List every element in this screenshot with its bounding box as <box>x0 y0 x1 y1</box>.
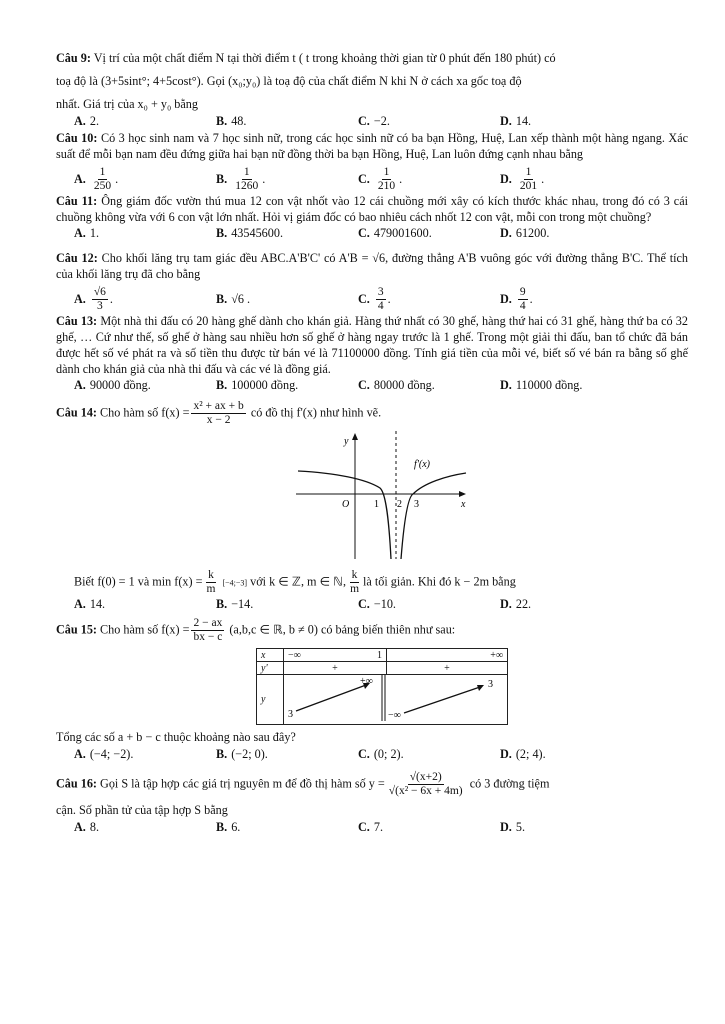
option-d[interactable]: D. $\frac{9}{4}$ . <box>500 286 533 312</box>
svg-text:3: 3 <box>488 679 493 690</box>
option-c[interactable]: C. 7. <box>358 820 383 834</box>
option-c[interactable]: C. 80000 đồng. <box>358 378 435 392</box>
question-label: Câu 13: <box>56 314 98 328</box>
curve-right-branch <box>401 473 466 559</box>
option-b[interactable]: B. −14. <box>216 597 254 611</box>
question-text: Ông giám đốc vườn thú mua 12 con vật nhốt vào 12 cái chuồng mới xây có kích thước khác nhau, trong đó có 3 cái chuồng không vừa với 6 con vật lớn nhất. Hỏi vị giám đốc có bao nhiêu cách nhốt 12 con vật, mỗi con trong một chuồng? <box>56 194 689 224</box>
option-b[interactable]: B. √6 . <box>216 292 251 306</box>
question-label: Câu 12: <box>56 251 98 265</box>
option-a[interactable]: A. 90000 đồng. <box>74 378 151 392</box>
option-a[interactable]: A. $\frac{1}{250}$ . <box>74 166 119 192</box>
question-label: Câu 16: <box>56 776 97 791</box>
question-text: nhất. Giá trị của x₀ + y₀ bằng <box>56 97 198 111</box>
question-text: Một nhà thi đấu có 20 hàng ghế dành cho khán giả. Hàng thứ nhất có 30 ghế, hàng thứ hai có 31 ghế, hàng thứ ba có 32 ghế, … Cứ như thế, số ghế ở hàng sau nhiều hơn số ghế ở hàng ngay trước là 1 ghế. Trong một giải thi đấu, ban tổ chức đã bán được hết số vé phát ra và số tiền thu được từ bán vé là 71100000 đồng. Tính giá tiền của mỗi vé, biết số vé bán ra bằng số ghế dành cho khán giả của nhà thi đấu và các vé là đồng giá. <box>56 314 688 376</box>
option-c[interactable]: C. 479001600. <box>358 226 432 240</box>
option-b[interactable]: B. 43545600. <box>216 226 283 240</box>
option-c[interactable]: C. $\frac{1}{210}$ . <box>358 166 403 192</box>
option-d[interactable]: D. 5. <box>500 820 525 834</box>
question-11 <box>56 193 688 242</box>
x-label: x <box>461 499 466 510</box>
option-b[interactable]: B. 48. <box>216 114 247 128</box>
svg-text:+∞: +∞ <box>360 676 373 687</box>
question-label: Câu 10: <box>56 131 98 145</box>
curve-label: f'(x) <box>414 459 431 470</box>
option-c[interactable]: C. −2. <box>358 114 390 128</box>
question-text: Vị trí của một chất điểm N tại thời điểm t ( t trong khoảng thời gian từ 0 phút đến 180 phút) có <box>93 51 556 65</box>
option-d[interactable]: D. $\frac{1}{201}$ . <box>500 166 545 192</box>
question-9 <box>56 50 688 130</box>
question-16: Câu 16: Gọi S là tập hợp các giá trị nguyên m để đồ thị hàm số y = $\frac{√(x+2)}{\text{√(x² − 6x + 4m)}}$ có 3 đường tiệm cận. Số phần tử của tập hợp S bằng A. 8. B. 6. C. 7. D. 5. <box>56 771 688 836</box>
question-15: Câu 15: Cho hàm số f(x) = $\frac{2 - ax}{bx - c}$ (a,b,c ∈ ℝ, b ≠ 0) có bảng biến thiên như sau: x −∞ 1 +∞ y' + + y 3 +∞ −∞ 3 Tổng các số a + b − c thuộc khoảng nào sau đây? A. (−4; −2). B. (−2; 0). C. (0; 2). D. (2; 4). <box>56 617 688 763</box>
question-12 <box>56 250 688 313</box>
origin-label: O <box>342 499 350 510</box>
question-text: cận. Số phần tử của tập hợp S bằng <box>56 803 228 817</box>
option-d[interactable]: D. (2; 4). <box>500 747 546 761</box>
option-a[interactable]: A. 1. <box>74 226 99 240</box>
option-b[interactable]: B. $\frac{1}{1260}$ . <box>216 166 266 192</box>
option-d[interactable]: D. 110000 đồng. <box>500 378 583 392</box>
option-a[interactable]: A. (−4; −2). <box>74 747 134 761</box>
option-c[interactable]: C. −10. <box>358 597 396 611</box>
derivative-graph <box>296 431 471 559</box>
option-b[interactable]: B. (−2; 0). <box>216 747 268 761</box>
svg-text:−∞: −∞ <box>388 710 401 721</box>
question-label: Câu 14: <box>56 405 97 420</box>
option-c[interactable]: C. $\frac{3}{4}$ . <box>358 286 391 312</box>
x-axis-arrow <box>459 491 466 497</box>
question-10 <box>56 130 688 193</box>
question-label: Câu 9: <box>56 51 91 65</box>
min-interval: [−4;−3] <box>222 578 248 588</box>
variation-table: x −∞ 1 +∞ y' + + y 3 +∞ −∞ 3 <box>256 648 508 725</box>
question-14: Câu 14: Cho hàm số f(x) = $\frac{\text{x² + ax + b}}{x - 2}$ có đồ thị f'(x) như hình vẽ. y x O 1 2 3 f'(x) Biết f(0) = 1 và min f(x) = $\frac{k}{m}$ [−4;−3] với k ∈ ℤ, m ∈ ℕ, $\frac{k}{m}$ là tối giản. Khi đó k − 2m bằng A. 14. B. −14. C. −10. D. 22. <box>56 400 688 613</box>
question-text: Có 3 học sinh nam và 7 học sinh nữ, trong các học sinh nữ có ba bạn Hồng, Huệ, Lan xếp thành một hàng ngang. Xác suất để mỗi bạn nam đều đứng giữa hai bạn nữ đồng thời ba bạn Hồng, Huệ, Lan luôn đứng cạnh nhau bằng <box>56 131 689 161</box>
tick-1: 1 <box>374 499 379 510</box>
option-c[interactable]: C. (0; 2). <box>358 747 404 761</box>
exam-page <box>56 50 688 836</box>
question-label: Câu 11: <box>56 194 98 208</box>
question-text: Cho khối lăng trụ tam giác đều ABC.A'B'C' có A'B = √6, đường thẳng A'B vuông góc với đường thẳng B'C. Thể tích của khối lăng trụ đã cho bằng <box>56 251 689 281</box>
curve-left-branch <box>298 471 391 559</box>
option-d[interactable]: D. 22. <box>500 597 532 611</box>
option-a[interactable]: A. $\frac{√6}{3}$ . <box>74 286 113 312</box>
svg-text:3: 3 <box>288 709 293 720</box>
option-a[interactable]: A. 14. <box>74 597 106 611</box>
tick-3: 3 <box>414 499 419 510</box>
option-d[interactable]: D. 61200. <box>500 226 550 240</box>
option-a[interactable]: A. 2. <box>74 114 99 128</box>
question-text: toạ độ là (3+5sint°; 4+5cost°). Gọi (x₀;y₀) là toạ độ của chất điểm N khi N ở cách xa gốc toạ độ <box>56 74 522 88</box>
tick-2: 2 <box>397 499 402 510</box>
variation-arrows <box>284 675 498 721</box>
option-b[interactable]: B. 6. <box>216 820 241 834</box>
option-b[interactable]: B. 100000 đồng. <box>216 378 299 392</box>
question-label: Câu 15: <box>56 622 97 637</box>
question-text: Tổng các số a + b − c thuộc khoảng nào sau đây? <box>56 730 296 744</box>
question-13 <box>56 313 688 394</box>
option-a[interactable]: A. 8. <box>74 820 99 834</box>
option-d[interactable]: D. 14. <box>500 114 532 128</box>
y-label: y <box>344 436 349 447</box>
y-axis-arrow <box>352 433 358 440</box>
